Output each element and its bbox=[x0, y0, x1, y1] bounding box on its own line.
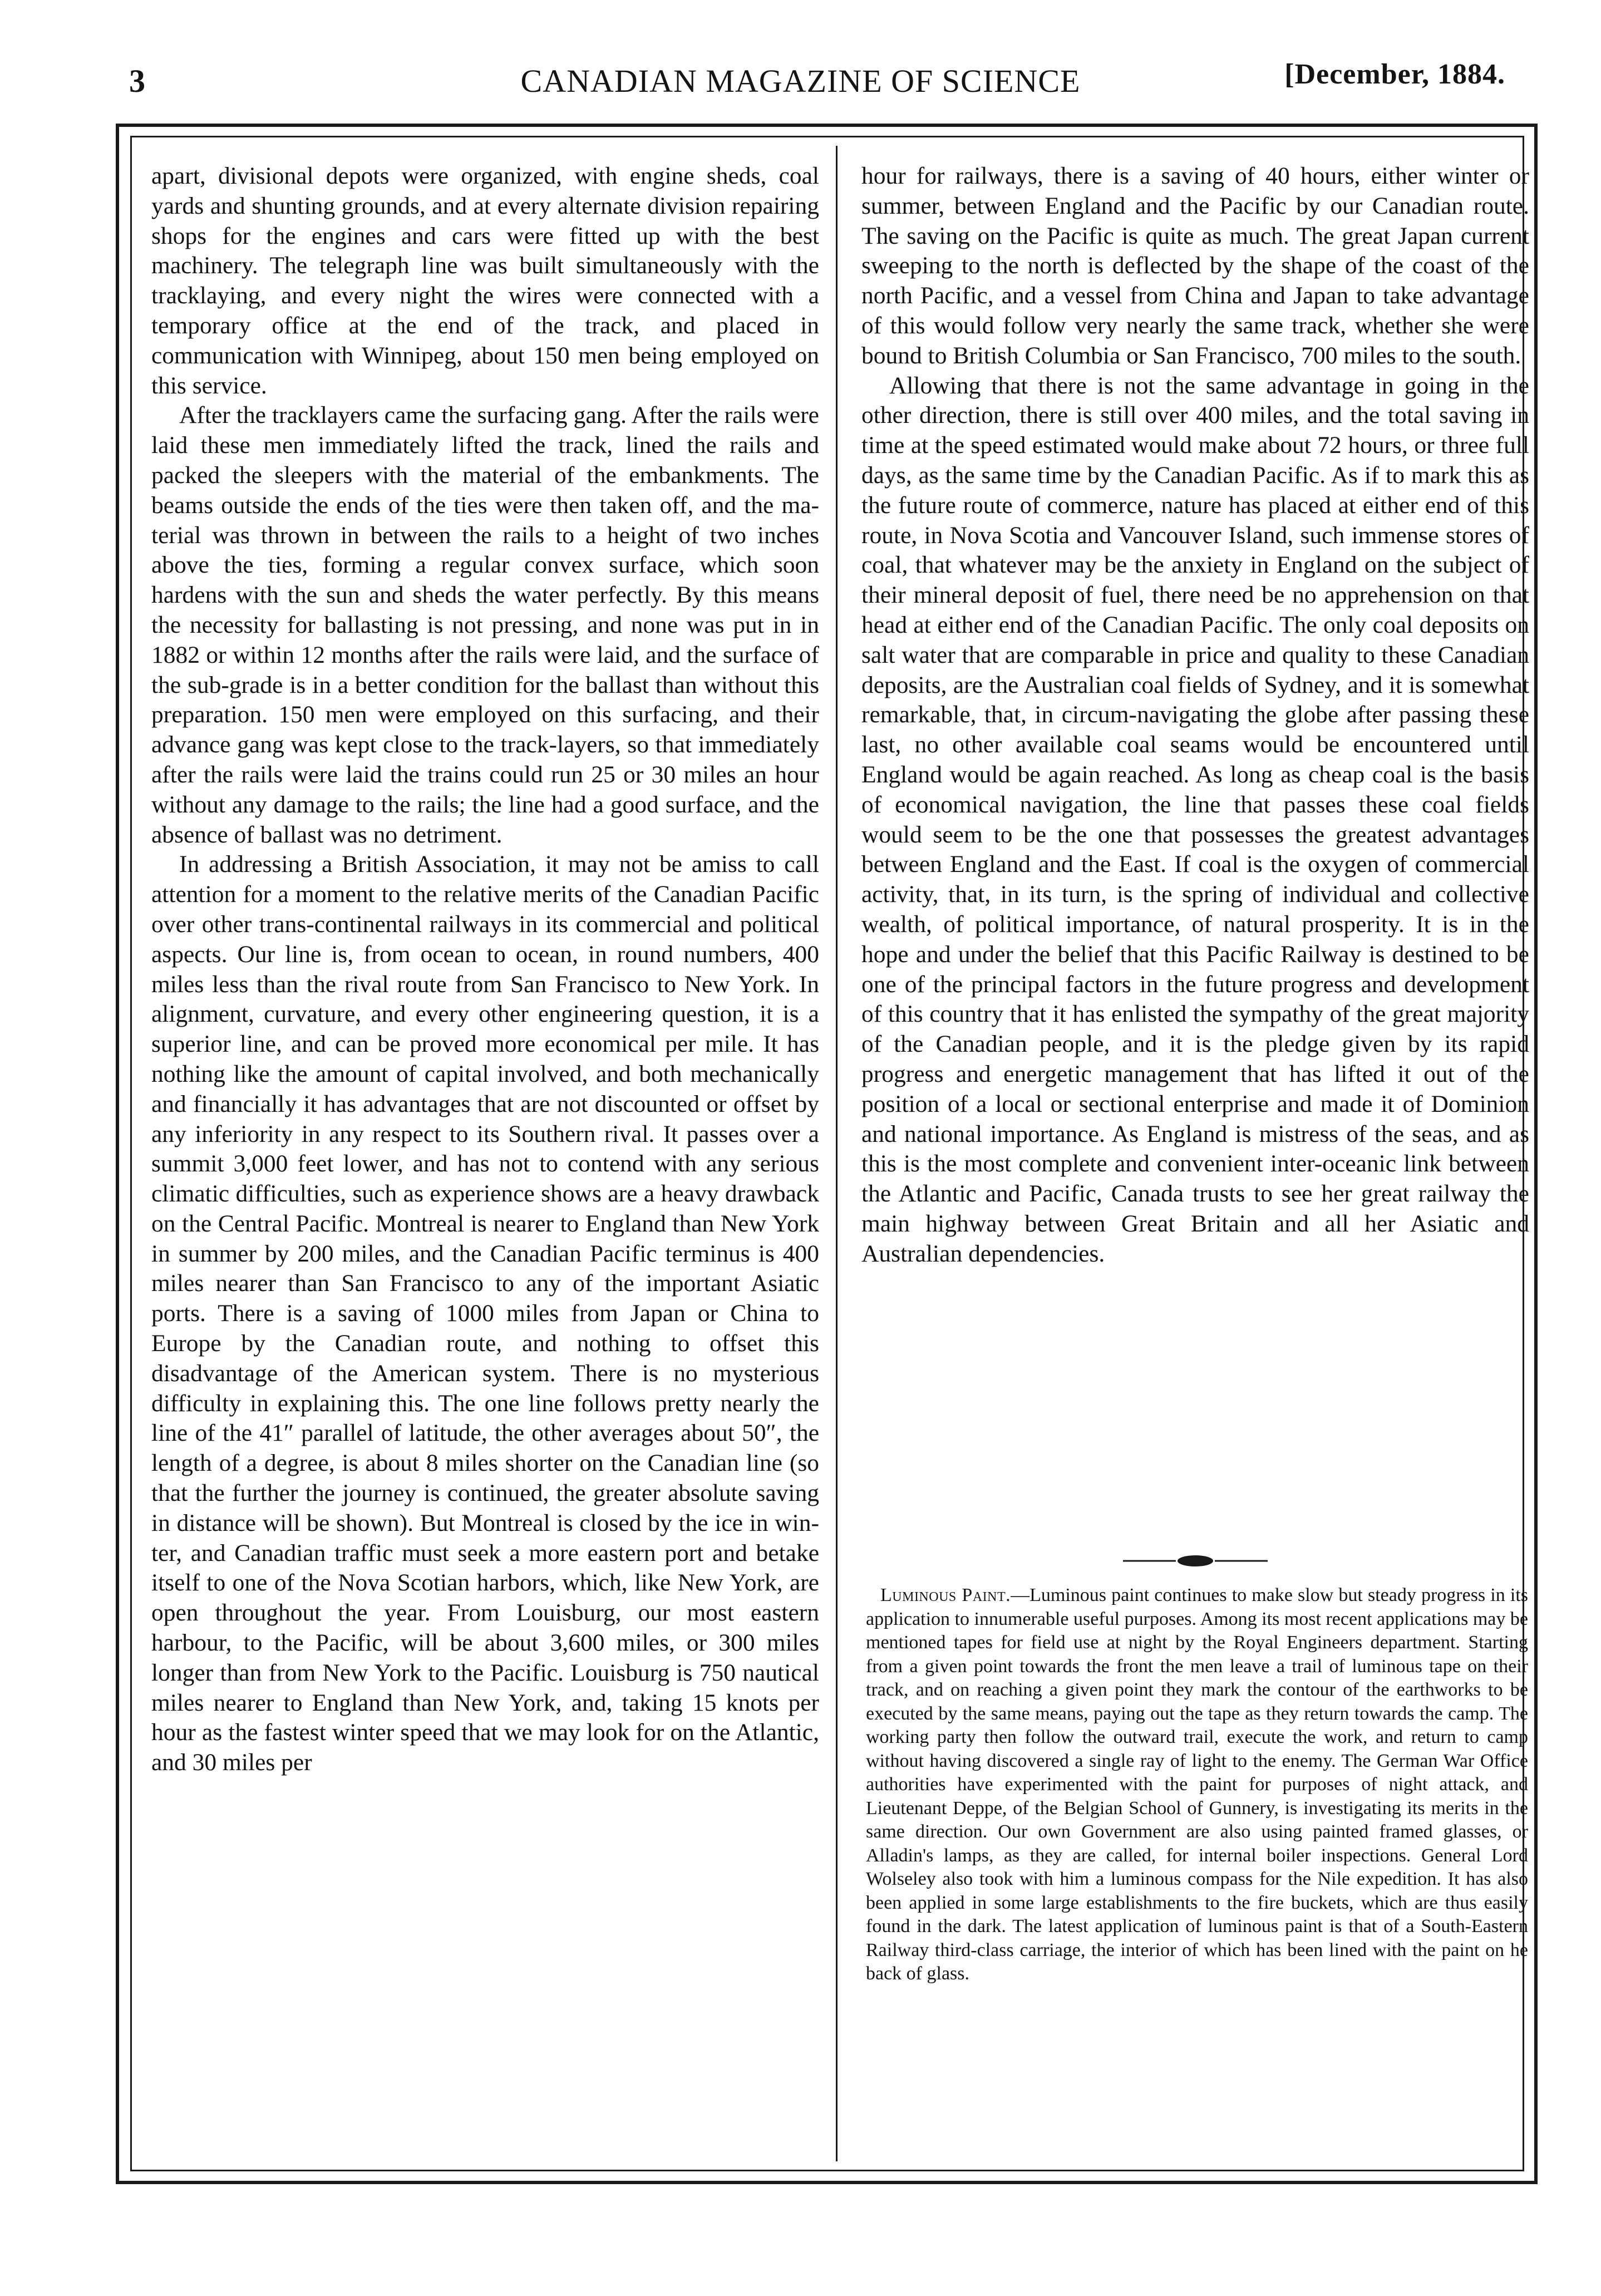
right-column bbox=[861, 161, 1529, 1269]
note-heading: Luminous Paint. bbox=[880, 1585, 1011, 1605]
paragraph-merits: In addressing a British Association, it may not be amiss to call attention for a moment to the relative merits of the Canadian Pacific over other trans-continental railways in its commercial and political aspects. Our line is, from ocean to ocean, in round numbers, 400 miles less than the rival route from San Francisco to New York. In alignment, curvature, and every other engineering question, it is a superior line, and can be proved more economical per mile. It has nothing like the amount of capital involved, and both mechanically and financially it has advantages that are not discounted or offset by any inferiority in any respect to its Southern rival. It passes over a summit 3,000 feet lower, and has not to contend with any serious climatic difficulties, such as experience shows are a heavy drawback on the Central Pacific. Montreal is nearer to England than New York in summer by 200 miles, and the Canadian Pacific terminus is 400 miles nearer than San Francisco to any of the important Asiatic ports. There is a saving of 1000 miles from Japan or China to Europe by the Canadian route, and nothing to offset this disadvantage of the American system. There is no mysterious difficulty in explaining this. The one line follows pretty nearly the line of the 41″ parallel of latitude, the other averages about 50″, the length of a degree, is about 8 miles shorter on the Canadian line (so that the further the journey is continued, the greater absolute saving in distance will be shown). But Montreal is closed by the ice in winter, and Canadian traffic must seek a more eastern port and betake itself to one of the Nova Scotian harbors, which, like New York, are open throughout the year. From Louisburg, our most eastern harbour, to the Pacific, will be about 3,600 miles, or 300 miles longer than from New York to the Pacific. Louisburg is 750 nautical miles nearer to England than New York, and, taking 15 knots per hour as the fastest winter speed that we may look for on the Atlantic, and 30 miles per bbox=[151, 851, 819, 1776]
luminous-paint-note bbox=[866, 1584, 1528, 1986]
paragraph-depots: apart, divisional depots were organized, with engine sheds, coal yards and shunting grounds, and at every alternate division repairing shops for the engines and cars were fitted up with the best machinery. The telegraph line was built simultaneously with the tracklaying, and every night the wires were connected with a temporary office at the end of the track, and placed in communication with Winnipeg, about 150 men being employed on this service. bbox=[151, 162, 819, 399]
issue-date: [December, 1884. bbox=[1284, 58, 1505, 90]
left-column bbox=[151, 161, 819, 1778]
paragraph-saving: hour for railways, there is a saving of 40 hours, either winter or summer, between England and the Pacific by our Canadian route. The saving on the Pacific is quite as much. The great Japan current sweeping to the north is deflected by the shape of the coast of the north Pacific, and a vessel from China and Japan to take advantage of this would follow very nearly the same track, whether she were bound to British Columbia or San Francisco, 700 miles to the south. bbox=[861, 162, 1529, 369]
running-title: CANADIAN MAGAZINE OF SCIENCE bbox=[520, 63, 1081, 99]
page-number: 3 bbox=[129, 63, 146, 99]
column-divider bbox=[836, 146, 838, 2161]
section-ornament bbox=[861, 1553, 1529, 1569]
note-body: —Luminous paint continues to make slow but steady progress in its application to innumerable useful purposes. Among its most recent applications may be mentioned tapes for field use at night by the Royal Engineers department. Starting from a given point towards the front the men leave a trail of luminous tape on their track, and on reaching a given point they mark the contour of the earthworks to be executed by the same means, paying out the tape as they return towards the camp. The working party then follow the outward trail, execute the work, and return to camp without having discovered a single ray of light to the enemy. The German War Office authorities have experimented with the paint for purposes of night attack, and Lieutenant Deppe, of the Belgian School of Gunnery, is investigating its merits in the same direction. Our own Government are also using painted framed glasses, or Alladin's lamps, as they are called, for internal boiler inspections. General Lord Wolseley also took with him a luminous compass for the Nile expedition. It has also been applied in some large establishments to the fire buckets, which are thus easily found in the dark. The latest application of luminous paint is that of a South-Eastern Railway third-class carriage, the interior of which has been lined with the paint on he back of glass. bbox=[866, 1585, 1528, 1984]
paragraph-surfacing: After the tracklayers came the surfacing gang. After the rails were laid these men immediately lifted the track, lined the rails and packed the sleepers with the material of the embankments. The beams outside the ends of the ties were then taken off, and the material was thrown in between the rails to a height of two inches above the ties, forming a regular convex surface, which soon hardens with the sun and sheds the water perfectly. By this means the necessity for ballasting is not pressing, and none was put in in 1882 or within 12 months after the rails were laid, and the surface of the sub-grade is in a better condition for the ballast than without this preparation. 150 men were employed on this surfacing, and their advance gang was kept close to the track-layers, so that immediately after the rails were laid the trains could run 25 or 30 miles an hour without any damage to the rails; the line had a good surface, and the absence of ballast was no detriment. bbox=[151, 402, 819, 848]
paragraph-coal: Allowing that there is not the same advantage in going in the other direction, there is still over 400 miles, and the total saving in time at the speed estimated would make about 72 hours, or three full days, as the same time by the Canadian Pacific. As if to mark this as the future route of commerce, nature has placed at either end of this route, in Nova Scotia and Vancouver Island, such immense stores of coal, that whatever may be the anxiety in England on the subject of their mineral deposit of fuel, there need be no apprehension on that head at either end of the Canadian Pacific. The only coal deposits on salt water that are comparable in price and quality to these Canadian deposits, are the Australian coal fields of Sydney, and it is somewhat remarkable, that, in circum-navigating the globe after passing these last, no other available coal seams would be encountered until England would be again reached. As long as cheap coal is the basis of economical navigation, the line that passes these coal fields would seem to be the one that possesses the greatest advantages between England and the East. If coal is the oxygen of commercial activity, that, in its turn, is the spring of individual and collective wealth, of political importance, of natural prosperity. It is in the hope and under the belief that this Pacific Railway is destined to be one of the principal factors in the future progress and development of this country that it has enlisted the sympathy of the great majority of the Canadian people, and it is the pledge given by its rapid progress and energetic management that has lifted it out of the position of a local or sectional enterprise and made it of Dominion and national importance. As England is mistress of the seas, and as this is the most complete and convenient inter-oceanic link between the Atlantic and Pacific, Canada trusts to see her great railway the main highway between Great Britain and all her Asiatic and Australian dependencies. bbox=[861, 372, 1529, 1267]
